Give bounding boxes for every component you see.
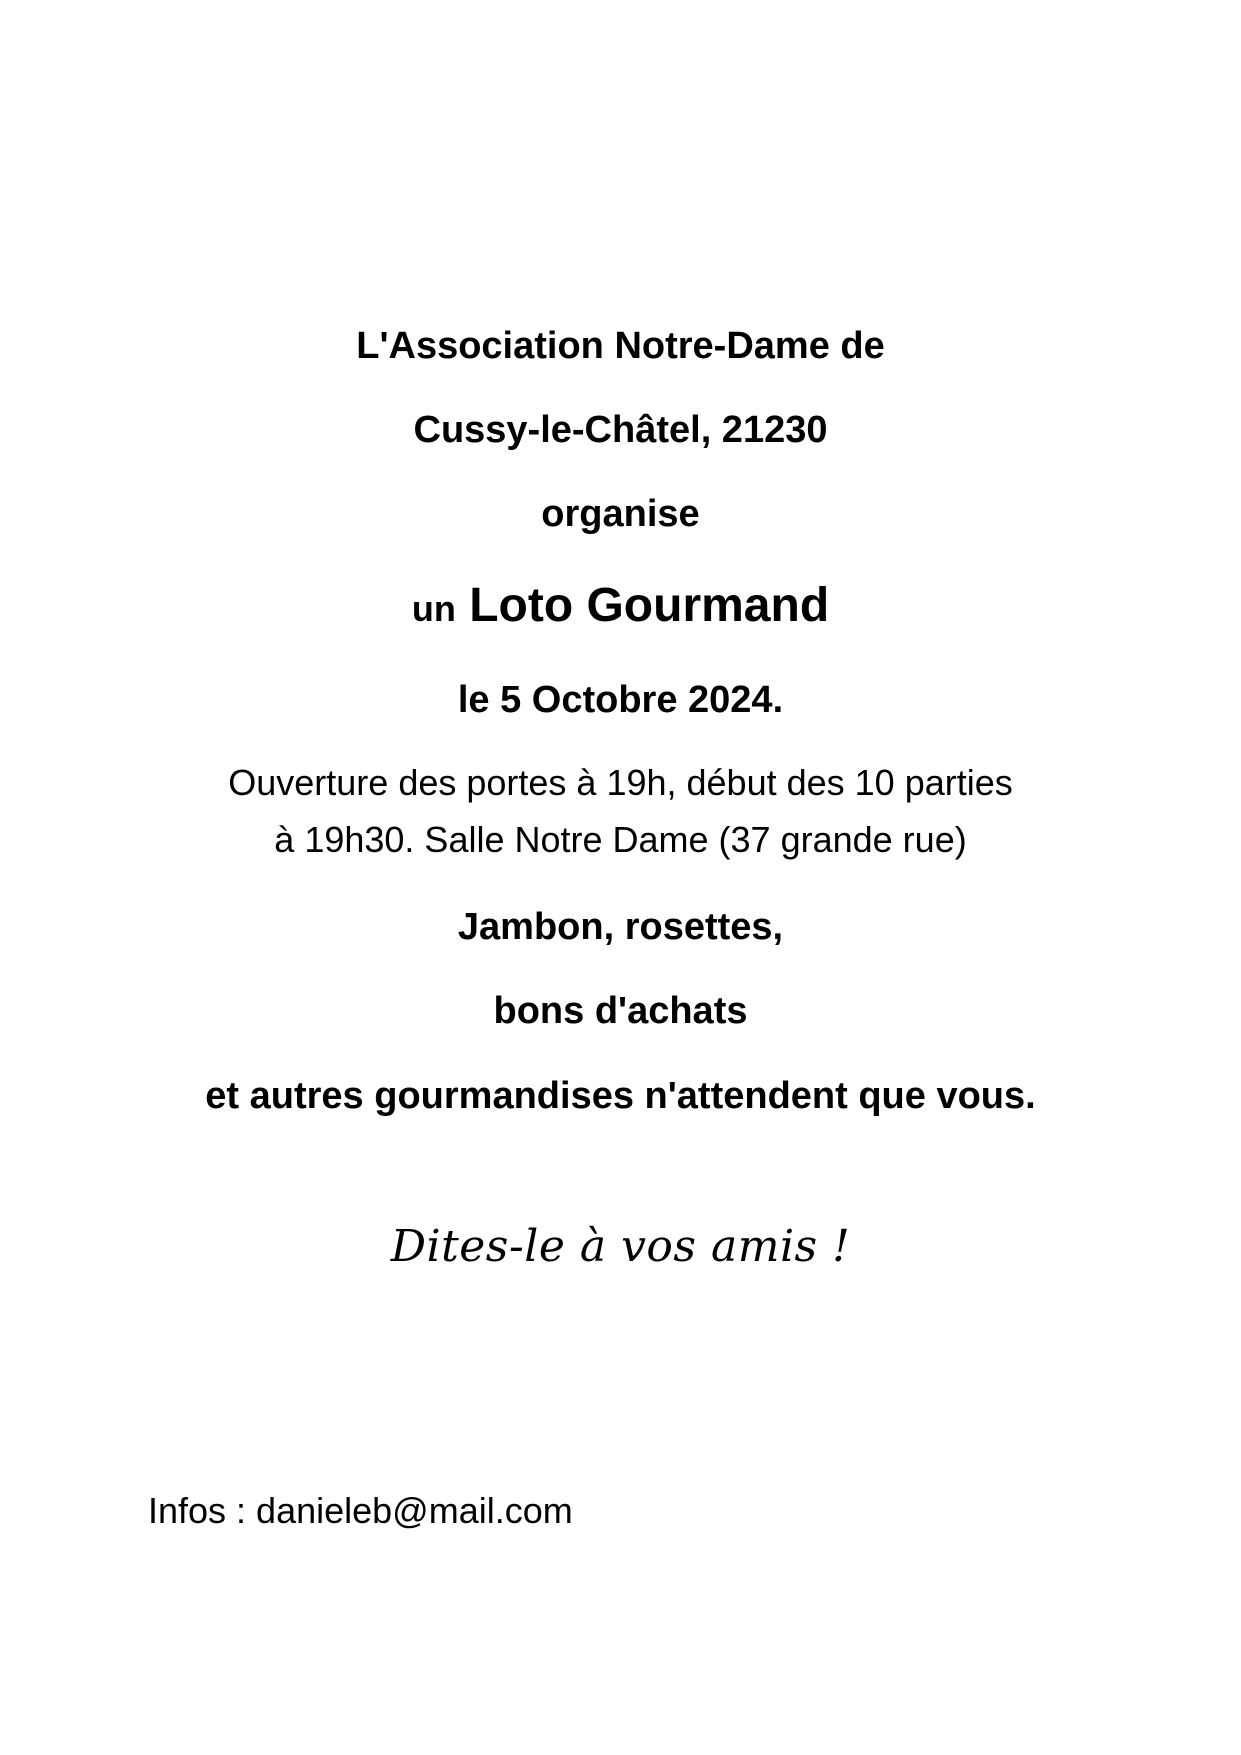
date-line: le 5 Octobre 2024. [457, 679, 784, 721]
event-prefix: un [411, 588, 456, 629]
details-line-2: à 19h30. Salle Notre Dame (37 grande rue) [274, 819, 967, 860]
event-name: Loto Gourmand [469, 579, 830, 632]
contact-info: Infos : danieleb@mail.com [148, 1490, 573, 1531]
organise-line: organise [541, 493, 700, 535]
tagline: Dites-le à vos amis ! [390, 1221, 851, 1272]
prizes-line-2: bons d'achats [493, 990, 748, 1032]
details-line-1: Ouverture des portes à 19h, début des 10 parties [228, 762, 1013, 803]
prizes-line-1: Jambon, rosettes, [457, 906, 784, 948]
event-title [0, 580, 1241, 633]
place-line: Cussy-le-Châtel, 21230 [413, 409, 828, 451]
prizes-line-3: et autres gourmandises n'attendent que vous. [205, 1075, 1036, 1117]
association-line: L'Association Notre-Dame de [356, 325, 885, 367]
